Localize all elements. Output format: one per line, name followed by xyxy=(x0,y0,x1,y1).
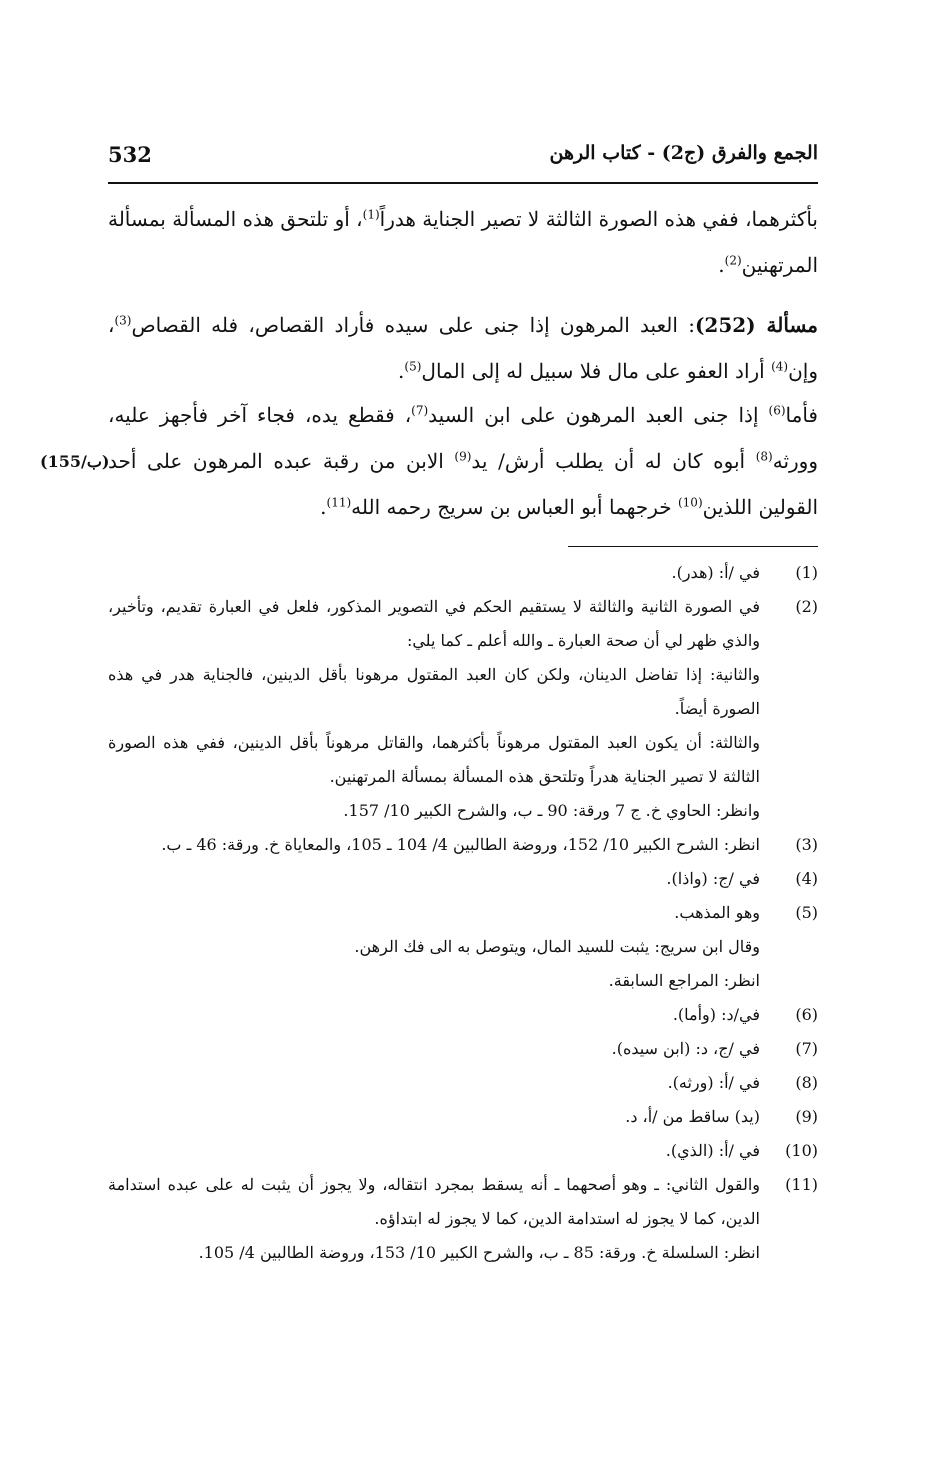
paragraph-fa-amma xyxy=(108,392,818,530)
paragraph-masala xyxy=(108,302,818,394)
paragraph-text: بأكثرهما، ففي هذه الصورة الثالثة لا تصير الجناية هدراً xyxy=(379,207,818,231)
masala-label: مسألة (252) xyxy=(694,313,818,337)
footnote-separator xyxy=(568,546,818,547)
footnote-text: في الصورة الثانية والثالثة لا يستقيم الحكم في التصوير المذكور، فلعل في العبارة تقديم، وتأخير، والذي ظهر لي أن صحة العبارة ـ والله أعلم ـ كما يلي: xyxy=(108,597,760,650)
footnote-text: وهو المذهب. xyxy=(674,903,760,922)
footnote-ref: (1) xyxy=(362,207,380,222)
paragraph-text: . xyxy=(398,359,405,383)
footnote-ref: (5) xyxy=(404,359,422,374)
footnote-text: انظر: المراجع السابقة. xyxy=(608,971,760,990)
footnote xyxy=(108,998,818,1032)
footnote-ref: (11) xyxy=(326,495,352,510)
footnote-ref: (6) xyxy=(768,403,786,418)
footnote-text: والثانية: إذا تفاضل الدينان، ولكن كان العبد المقتول مرهونا بأقل الدينين، فالجناية هدر في هذه الصورة أيضاً. xyxy=(108,665,760,718)
paragraph-text: ، وإن xyxy=(108,313,818,383)
footnote-text: والثالثة: أن يكون العبد المقتول مرهوناً بأكثرهما، والقاتل مرهوناً بأقل الدينين، ففي هذه الصورة الثالثة لا تصير الجناية هدراً وتلتحق هذه المسألة بمسألة المرتهنين. xyxy=(108,733,761,786)
footnote-ref: (8) xyxy=(755,449,773,464)
footnote-text: انظر: السلسلة خ. ورقة: 85 ـ ب، والشرح الكبير 10/ 153، وروضة الطالبين 4/ 105. xyxy=(198,1243,760,1262)
footnote-ref: (3) xyxy=(114,313,132,328)
paragraph-text: خرجهما أبو العباس بن سريج رحمه الله xyxy=(351,495,678,519)
footnote-number: (5) xyxy=(795,903,818,922)
paragraph-text: أبوه كان له أن يطلب أرش/ يد xyxy=(471,449,756,473)
footnote-ref: (7) xyxy=(411,403,429,418)
footnote-text: في /أ: (هدر). xyxy=(671,563,760,582)
page-number: 532 xyxy=(108,142,152,167)
paragraph-text: الابن من رقبة عبده المرهون على أحد القولين اللذين xyxy=(108,449,818,519)
footnote xyxy=(108,590,818,828)
paragraph-text: إذا جنى العبد المرهون على ابن السيد xyxy=(428,403,769,427)
footnote-text: والقول الثاني: ـ وهو أصحهما ـ أنه يسقط بمجرد انتقاله، ولا يجوز أن يثبت له على عبده استدامة الدين، كما لا يجوز له استدامة الدين، كما لا يجوز له ابتداؤه. xyxy=(108,1175,760,1228)
footnote-ref: (4) xyxy=(771,359,789,374)
footnote-number: (11) xyxy=(785,1175,818,1194)
footnote-text: في /ج، د: (ابن سيده). xyxy=(611,1039,760,1058)
footnote xyxy=(108,828,818,862)
running-title: الجمع والفرق (ج2) - كتاب الرهن xyxy=(549,142,818,164)
footnote xyxy=(108,1168,818,1270)
paragraph-text: ، فقطع يده، فجاء آخر فأجهز عليه، وورثه xyxy=(108,403,818,473)
footnote-ref: (9) xyxy=(454,449,472,464)
paragraph-text: : العبد المرهون إذا جنى على سيده فأراد القصاص، فله القصاص xyxy=(131,313,695,337)
manuscript-folio-note: (155/ب) xyxy=(40,452,110,471)
footnote-text: وانظر: الحاوي خ. ج 7 ورقة: 90 ـ ب، والشرح الكبير 10/ 157. xyxy=(343,801,760,820)
footnote-text: في /ج: (واذا). xyxy=(666,869,760,888)
footnote xyxy=(108,862,818,896)
footnote xyxy=(108,1134,818,1168)
paragraph-text: أراد العفو على مال فلا سبيل له إلى المال xyxy=(421,359,772,383)
footnote-number: (3) xyxy=(795,835,818,854)
footnote-text: في/د: (وأما). xyxy=(672,1005,760,1024)
footnote-number: (2) xyxy=(795,597,818,616)
footnote-text: في /أ: (الذي). xyxy=(665,1141,760,1160)
footnote-text: انظر: الشرح الكبير 10/ 152، وروضة الطالبين 4/ 104 ـ 105، والمعاياة خ. ورقة: 46 ـ ب. xyxy=(161,835,760,854)
footnote-text: (يد) ساقط من /أ، د. xyxy=(625,1107,760,1126)
footnote xyxy=(108,1032,818,1066)
paragraph-text: فأما xyxy=(785,403,818,427)
footnote-number: (6) xyxy=(795,1005,818,1024)
footnote-number: (1) xyxy=(795,563,818,582)
footnotes xyxy=(108,556,818,1270)
footnote xyxy=(108,1100,818,1134)
footnote xyxy=(108,1066,818,1100)
paragraph-text: ، أو تلتحق هذه المسألة بمسألة المرتهنين xyxy=(107,207,818,277)
footnote-number: (10) xyxy=(785,1141,818,1160)
footnote-ref: (2) xyxy=(724,253,742,268)
footnote-number: (7) xyxy=(795,1039,818,1058)
footnote-ref: (10) xyxy=(677,495,703,510)
footnote xyxy=(108,930,818,998)
header-rule xyxy=(108,182,818,184)
footnote-number: (8) xyxy=(795,1073,818,1092)
paragraph-continuation xyxy=(108,196,818,288)
paragraph-text: . xyxy=(718,253,725,277)
footnote-text: في /أ: (ورثه). xyxy=(667,1073,760,1092)
footnote-text: وقال ابن سريج: يثبت للسيد المال، ويتوصل به الى فك الرهن. xyxy=(354,937,760,956)
footnote xyxy=(108,556,818,590)
footnote xyxy=(108,896,818,930)
footnote-number: (9) xyxy=(795,1107,818,1126)
page-header xyxy=(108,138,818,178)
footnote-number: (4) xyxy=(795,869,818,888)
paragraph-text: . xyxy=(320,495,327,519)
